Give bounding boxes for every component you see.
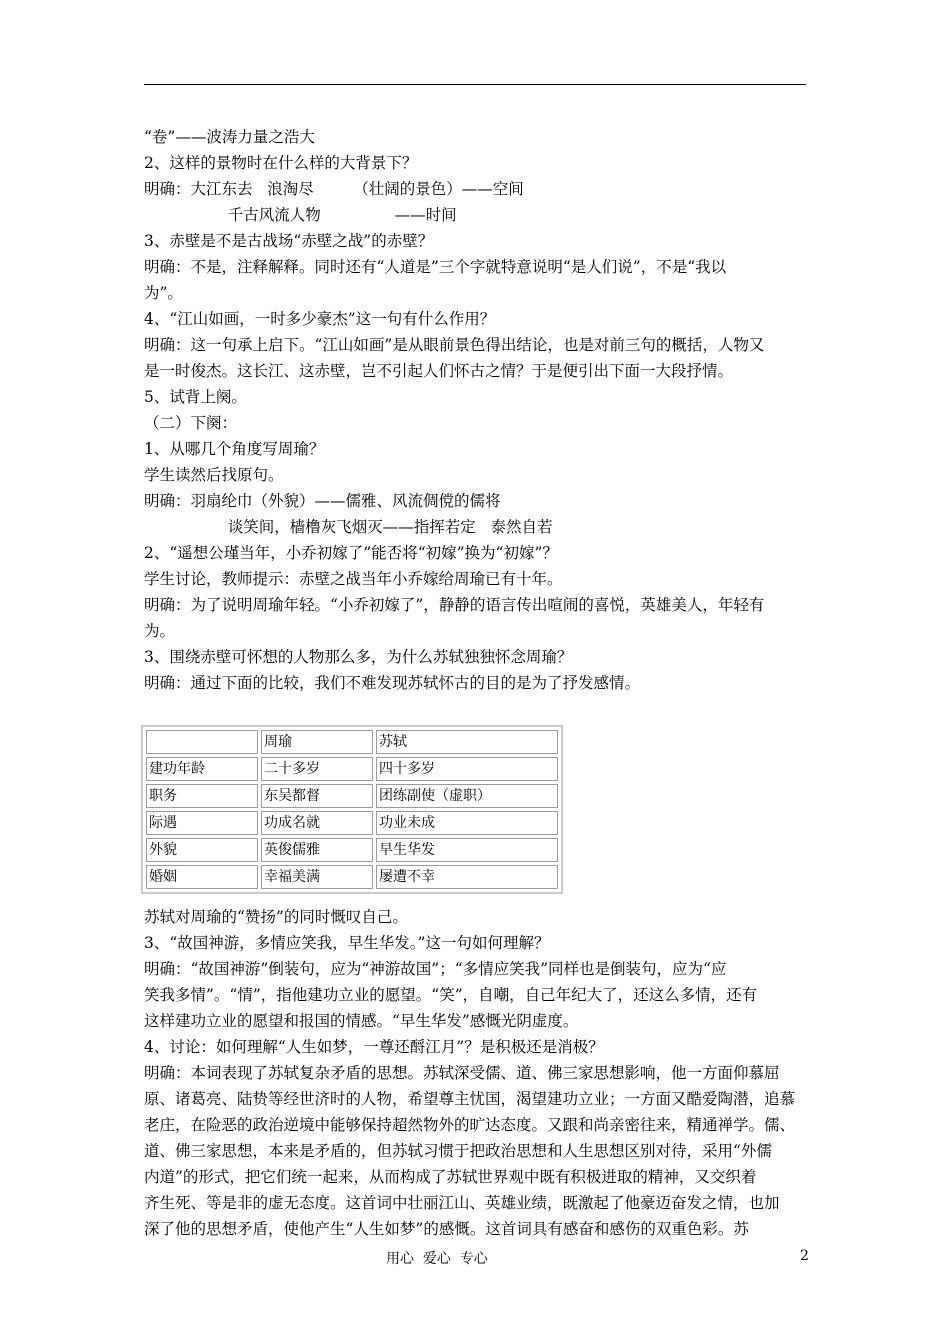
text-line: 笑我多情”。“情”，指他建功立业的愿望。“笑”，自嘲，自己年纪大了，还这么多情，还有 (144, 986, 758, 1004)
page-body (144, 124, 810, 1268)
text-line: （二）下阕： (144, 414, 238, 432)
text-line: 内道”的形式，把它们统一起来，从而构成了苏轼世界观中既有积极进取的精神，又交织着 (144, 1168, 757, 1186)
table-cell: 幸福美满 (261, 865, 373, 889)
header-rule (144, 84, 806, 85)
text-line: 明确：通过下面的比较，我们不难发现苏轼怀古的目的是为了抒发感情。 (144, 674, 641, 692)
text-line: 原、诸葛亮、陆贽等经世济时的人物，希望尊主忧国，渴望建功立业；一方面又酷爱陶潜，追慕 (144, 1090, 796, 1108)
table-cell: 婚姻 (146, 865, 258, 889)
table-cell: 建功年龄 (146, 757, 258, 781)
text-line: 老庄，在险恶的政治逆境中能够保持超然物外的旷达态度。又跟和尚亲密往来，精通禅学。儒、 (144, 1116, 796, 1134)
text-line: 明确：“故国神游”倒装句，应为“神游故国”；“多情应笑我”同样也是倒装句，应为“应 (144, 960, 727, 978)
text-line: 为。 (144, 622, 176, 640)
text-line: 3、围绕赤壁可怀想的人物那么多，为什么苏轼独独怀念周瑜？ (144, 648, 573, 666)
text-line: 学生读然后找原句。 (144, 466, 284, 484)
text-line: 5、试背上阕。 (144, 388, 247, 406)
table-cell: 周瑜 (261, 730, 373, 754)
table-cell (146, 730, 258, 754)
text-line: 道、佛三家思想，本来是矛盾的，但苏轼习惯于把政治思想和人生思想区别对待，采用“外儒 (144, 1142, 772, 1160)
text-line: 1、从哪几个角度写周瑜？ (144, 440, 325, 458)
text-line: 为”。 (144, 284, 183, 302)
text-line: 是一时俊杰。这长江、这赤壁，岂不引起人们怀古之情？于是便引出下面一大段抒情。 (144, 362, 734, 380)
text-line: 3、赤壁是不是古战场“赤壁之战”的赤壁？ (144, 232, 434, 250)
table-cell: 东吴都督 (261, 784, 373, 808)
table-row (146, 757, 558, 781)
table-cell: 功成名就 (261, 811, 373, 835)
table-cell: 苏轼 (376, 730, 558, 754)
text-line: “卷”——波涛力量之浩大 (144, 128, 315, 146)
table-row (146, 730, 558, 754)
text-line: 明确：不是，注释解释。同时还有“人道是”三个字就特意说明“是人们说”，不是“我以 (144, 258, 727, 276)
table-cell: 二十多岁 (261, 757, 373, 781)
text-line: 学生讨论，教师提示：赤壁之战当年小乔嫁给周瑜已有十年。 (144, 570, 563, 588)
table-row (146, 784, 558, 808)
table-cell: 职务 (146, 784, 258, 808)
table-cell: 功业未成 (376, 811, 558, 835)
text-line: 这样建功立业的愿望和报国的情感。“早生华发”感慨光阴虚度。 (144, 1012, 579, 1030)
text-line: 4、讨论：如何理解“人生如梦，一尊还酹江月”？是积极还是消极？ (144, 1038, 604, 1056)
text-line: 明确：本词表现了苏轼复杂矛盾的思想。苏轼深受儒、道、佛三家思想影响，他一方面仰慕屈 (144, 1064, 780, 1082)
table-cell: 英俊儒雅 (261, 838, 373, 862)
text-line: 2、“遥想公瑾当年，小乔初嫁了”能否将“初嫁”换为“初嫁”？ (144, 544, 558, 562)
table-row (146, 865, 558, 889)
page-number: 2 (800, 1248, 809, 1264)
text-line: 齐生死、等是非的虚无态度。这首词中壮丽江山、英雄业绩，既激起了他豪迈奋发之情，也加 (144, 1194, 780, 1212)
comparison-table (141, 725, 563, 894)
footer-motto: 用心 爱心 专心 (386, 1251, 488, 1267)
text-line: 苏轼对周瑜的“赞扬”的同时慨叹自己。 (144, 908, 408, 926)
text-line: 深了他的思想矛盾，使他产生“人生如梦”的感慨。这首词具有感奋和感伤的双重色彩。苏 (144, 1220, 749, 1238)
table-cell: 四十多岁 (376, 757, 558, 781)
table-cell: 早生华发 (376, 838, 558, 862)
text-line: 2、这样的景物时在什么样的大背景下？ (144, 154, 418, 172)
text-line: 明确：为了说明周瑜年轻。“小乔初嫁了”，静静的语言传出喧闹的喜悦，英雄美人，年轻有 (144, 596, 765, 614)
table-cell: 外貌 (146, 838, 258, 862)
table-cell: 屡遭不幸 (376, 865, 558, 889)
text-line (144, 696, 810, 722)
text-line: 明确：这一句承上启下。“江山如画”是从眼前景色得出结论，也是对前三句的概括，人物又 (144, 336, 765, 354)
table-row (146, 838, 558, 862)
table-cell: 团练副使（虚职） (376, 784, 558, 808)
table-row (146, 811, 558, 835)
text-line: 3、“故国神游，多情应笑我，早生华发。”这一句如何理解？ (144, 934, 550, 952)
text-line: 谈笑间，樯橹灰飞烟灭——指挥若定 泰然自若 (144, 518, 553, 536)
table-cell: 际遇 (146, 811, 258, 835)
text-line: 千古风流人物 ——时间 (144, 206, 457, 224)
text-line: 明确：大江东去 浪淘尽 （壮阔的景色）——空间 (144, 180, 524, 198)
text-line: 明确：羽扇纶巾（外貌）——儒雅、风流倜傥的儒将 (144, 492, 501, 510)
text-line: 4、“江山如画，一时多少豪杰”这一句有什么作用？ (144, 310, 496, 328)
